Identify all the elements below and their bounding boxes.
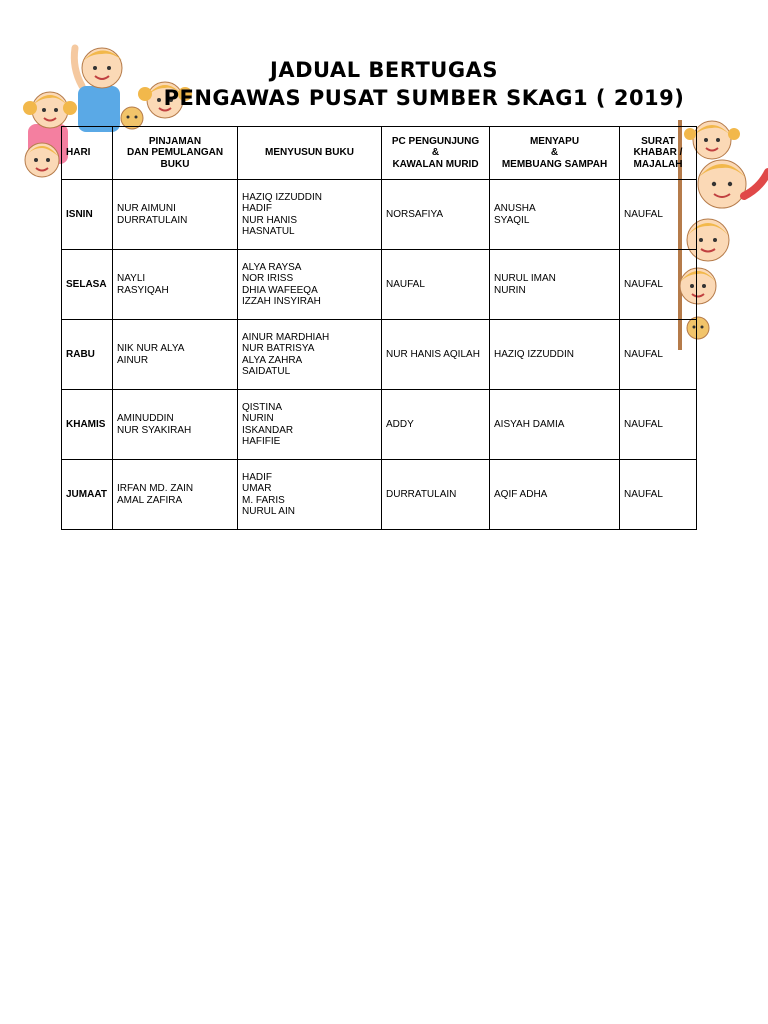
pc-cell: DURRATULAIN: [382, 460, 490, 530]
table-row: [62, 460, 697, 530]
surat-cell: NAUFAL: [620, 460, 697, 530]
day-cell: KHAMIS: [62, 390, 113, 460]
table-row: [62, 250, 697, 320]
surat-cell: NAUFAL: [620, 180, 697, 250]
header-hari: HARI: [62, 127, 113, 180]
header-pc: PC PENGUNJUNG & KAWALAN MURID: [382, 127, 490, 180]
pc-cell: NUR HANIS AQILAH: [382, 320, 490, 390]
surat-cell: NAUFAL: [620, 250, 697, 320]
pc-cell: ADDY: [382, 390, 490, 460]
table-header-row: [62, 127, 697, 180]
day-cell: JUMAAT: [62, 460, 113, 530]
menyusun-cell: QISTINA NURIN ISKANDAR HAFIFIE: [238, 390, 382, 460]
menyapu-cell: ANUSHA SYAQIL: [490, 180, 620, 250]
table-row: [62, 320, 697, 390]
page-title: JADUAL BERTUGAS: [270, 58, 498, 82]
day-cell: ISNIN: [62, 180, 113, 250]
menyapu-cell: AQIF ADHA: [490, 460, 620, 530]
page-subtitle: PENGAWAS PUSAT SUMBER SKAG1 ( 2019): [163, 86, 685, 110]
pinjaman-cell: IRFAN MD. ZAIN AMAL ZAFIRA: [113, 460, 238, 530]
menyapu-cell: HAZIQ IZZUDDIN: [490, 320, 620, 390]
table-row: [62, 180, 697, 250]
surat-cell: NAUFAL: [620, 320, 697, 390]
table-row: [62, 390, 697, 460]
menyapu-cell: NURUL IMAN NURIN: [490, 250, 620, 320]
surat-cell: NAUFAL: [620, 390, 697, 460]
menyusun-cell: HADIF UMAR M. FARIS NURUL AIN: [238, 460, 382, 530]
menyusun-cell: ALYA RAYSA NOR IRISS DHIA WAFEEQA IZZAH INSYIRAH: [238, 250, 382, 320]
pc-cell: NORSAFIYA: [382, 180, 490, 250]
header-menyapu: MENYAPU & MEMBUANG SAMPAH: [490, 127, 620, 180]
header-surat: SURAT KHABAR / MAJALAH: [620, 127, 697, 180]
pc-cell: NAUFAL: [382, 250, 490, 320]
menyapu-cell: AISYAH DAMIA: [490, 390, 620, 460]
day-cell: RABU: [62, 320, 113, 390]
pinjaman-cell: NAYLI RASYIQAH: [113, 250, 238, 320]
pinjaman-cell: NUR AIMUNI DURRATULAIN: [113, 180, 238, 250]
header-pinjaman: PINJAMAN DAN PEMULANGAN BUKU: [113, 127, 238, 180]
menyusun-cell: HAZIQ IZZUDDIN HADIF NUR HANIS HASNATUL: [238, 180, 382, 250]
header-menyusun: MENYUSUN BUKU: [238, 127, 382, 180]
pinjaman-cell: NIK NUR ALYA AINUR: [113, 320, 238, 390]
pinjaman-cell: AMINUDDIN NUR SYAKIRAH: [113, 390, 238, 460]
menyusun-cell: AINUR MARDHIAH NUR BATRISYA ALYA ZAHRA SAIDATUL: [238, 320, 382, 390]
duty-schedule-table: [61, 126, 697, 530]
day-cell: SELASA: [62, 250, 113, 320]
